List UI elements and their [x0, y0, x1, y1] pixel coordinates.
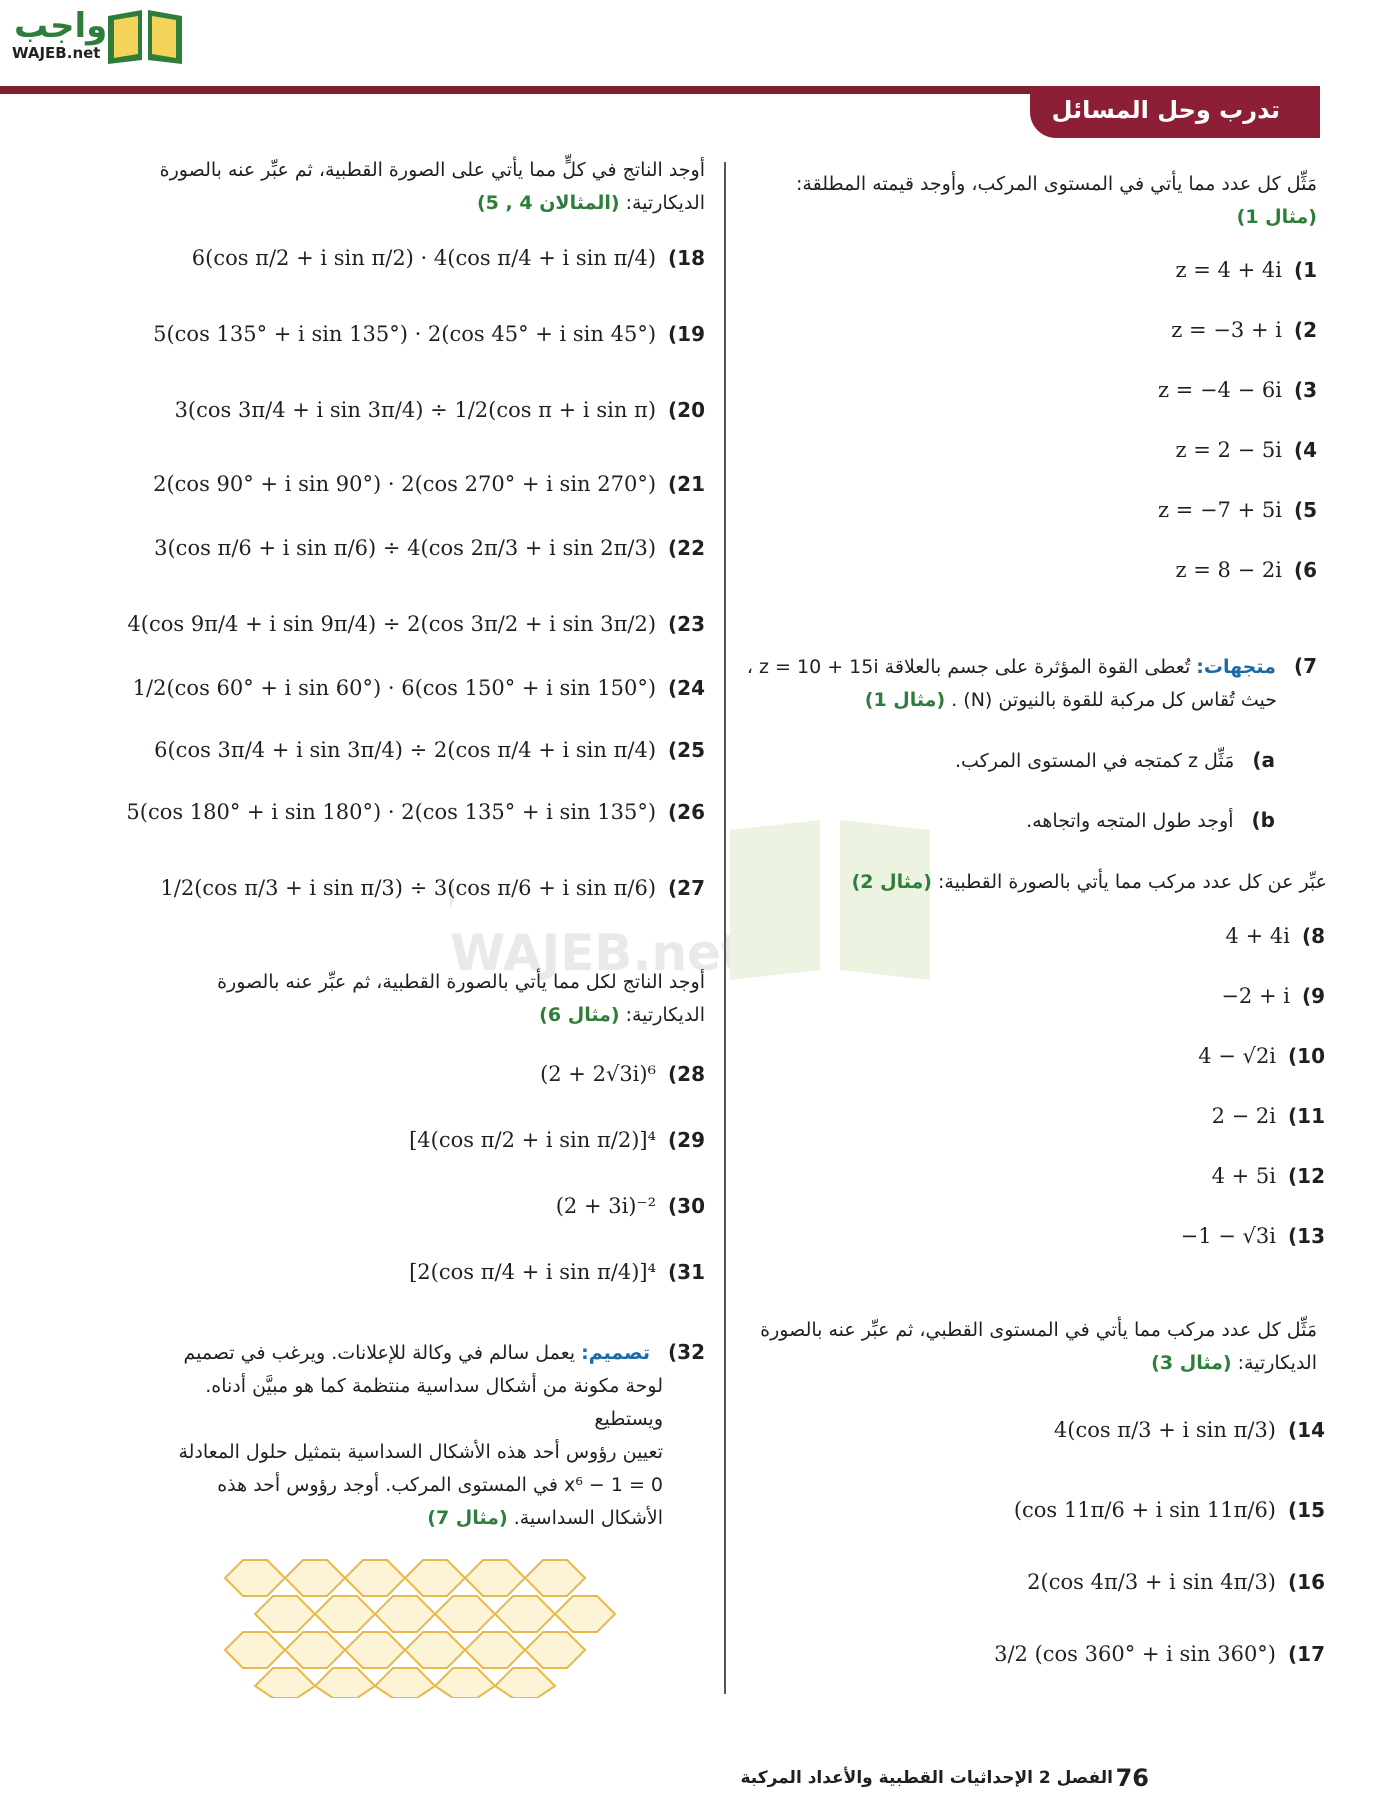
hexagon: [285, 1632, 345, 1668]
question-7b: b) أوجد طول المتجه واتجاهه.: [1026, 808, 1275, 832]
hexagon: [225, 1632, 285, 1668]
hexagon: [525, 1632, 585, 1668]
right-intro-3: مَثِّل كل عدد مركب مما يأتي في المستوى القطبي، ثم عبِّر عنه بالصورة الديكارتية: (مثال 3): [760, 1319, 1317, 1374]
hexagon: [315, 1668, 375, 1698]
list-item: 12) 4 + 5i: [1211, 1164, 1325, 1188]
list-item: 28) (2 + 2√3i)⁶: [540, 1062, 705, 1086]
hexagon: [495, 1668, 555, 1698]
list-item: 3) z = −4 − 6i: [1157, 378, 1317, 402]
hexagon: [345, 1560, 405, 1596]
question-32: 32) تصميم: يعمل سالم في وكالة للإعلانات. ويرغب في تصميم لوحة مكونة من أشكال سداسية منتظمة كما هو مبيَّن أدناه. ويستطيع تعيين رؤوس أحد هذه الأشكال السداسية بتمثيل حلول المعادلة x⁶ − 1 = 0 في المستوى المركب. أوجد رؤوس أحد هذه الأشكال السداسية. (مثال 7): [178, 1340, 705, 1529]
list-item: 9) −2 + i: [1221, 984, 1325, 1008]
list-item: 10) 4 − √2i: [1198, 1044, 1325, 1068]
list-item: 8) 4 + 4i: [1225, 924, 1325, 948]
hexagon: [525, 1560, 585, 1596]
list-item: 31) [2(cos π/4 + i sin π/4)]⁴: [409, 1260, 705, 1284]
page-number: 76: [1115, 1764, 1149, 1792]
list-item: 27) 1/2(cos π/3 + i sin π/3) ÷ 3(cos π/6 + i sin π/6): [160, 876, 705, 900]
list-item: 24) 1/2(cos 60° + i sin 60°) · 6(cos 150° + i sin 150°): [132, 676, 705, 700]
book-logo-icon: [104, 6, 186, 64]
hexagon: [435, 1596, 495, 1632]
list-item: 16) 2(cos 4π/3 + i sin 4π/3): [1027, 1570, 1325, 1594]
hexagon: [255, 1596, 315, 1632]
hexagon: [495, 1596, 555, 1632]
list-item: 18) 6(cos π/2 + i sin π/2) · 4(cos π/4 + i sin π/4): [191, 246, 705, 270]
list-item: 6) z = 8 − 2i: [1175, 558, 1317, 582]
list-item: 20) 3(cos 3π/4 + i sin 3π/4) ÷ 1/2(cos π + i sin π): [174, 398, 705, 422]
hexagon-design-figure: [215, 1548, 625, 1698]
right-intro-2: عبِّر عن كل عدد مركب مما يأتي بالصورة القطبية: (مثال 2): [851, 871, 1327, 893]
list-item: 5) z = −7 + 5i: [1157, 498, 1317, 522]
example-ref: (مثال 1): [1236, 206, 1317, 228]
list-item: 19) 5(cos 135° + i sin 135°) · 2(cos 45° + i sin 45°): [153, 322, 705, 346]
list-item: 22) 3(cos π/6 + i sin π/6) ÷ 4(cos 2π/3 + i sin 2π/3): [154, 536, 705, 560]
chapter-title: الفصل 2 الإحداثيات القطبية والأعداد المركبة: [740, 1768, 1113, 1788]
list-item: 30) (2 + 3i)⁻²: [555, 1194, 705, 1218]
hexagon: [555, 1596, 615, 1632]
list-item: 25) 6(cos 3π/4 + i sin 3π/4) ÷ 2(cos π/4 + i sin π/4): [154, 738, 705, 762]
hexagon: [405, 1632, 465, 1668]
banner-title: تدرب وحل المسائل: [1051, 96, 1280, 124]
hexagon: [345, 1632, 405, 1668]
hexagon: [375, 1596, 435, 1632]
list-item: 13) −1 − √3i: [1180, 1224, 1325, 1248]
list-item: 4) z = 2 − 5i: [1175, 438, 1317, 462]
hexagon: [465, 1560, 525, 1596]
right-intro-1: مَثِّل كل عدد مما يأتي في المستوى المركب، وأوجد قيمته المطلقة: (مثال 1): [796, 173, 1317, 228]
logo-latin: WAJEB.net: [12, 44, 101, 62]
hexagon: [315, 1596, 375, 1632]
list-item: 26) 5(cos 180° + i sin 180°) · 2(cos 135° + i sin 135°): [126, 800, 705, 824]
list-item: 21) 2(cos 90° + i sin 90°) · 2(cos 270° + i sin 270°): [153, 472, 705, 496]
question-7: 7) متجهات: تُعطى القوة المؤثرة على جسم بالعلاقة z = 10 + 15i ، حيث تُقاس كل مركبة للقوة بالنيوتن (N) . (مثال 1): [746, 654, 1317, 711]
hexagon: [225, 1560, 285, 1596]
hexagon: [405, 1560, 465, 1596]
list-item: 17) 3/2 (cos 360° + i sin 360°): [994, 1642, 1325, 1666]
section-banner: [0, 86, 1320, 138]
left-intro-2: أوجد الناتج لكل مما يأتي بالصورة القطبية، ثم عبِّر عنه بالصورة الديكارتية: (مثال 6): [217, 971, 705, 1026]
list-item: 14) 4(cos π/3 + i sin π/3): [1053, 1418, 1325, 1442]
list-item: 1) z = 4 + 4i: [1175, 258, 1317, 282]
hexagon: [465, 1632, 525, 1668]
list-item: 23) 4(cos 9π/4 + i sin 9π/4) ÷ 2(cos 3π/2 + i sin 3π/2): [127, 612, 705, 636]
list-item: 11) 2 − 2i: [1211, 1104, 1325, 1128]
logo-arabic: واجب: [14, 6, 108, 46]
hexagon: [255, 1668, 315, 1698]
hexagon: [285, 1560, 345, 1596]
list-item: 29) [4(cos π/2 + i sin π/2)]⁴: [409, 1128, 705, 1152]
hexagon: [435, 1668, 495, 1698]
list-item: 2) z = −3 + i: [1171, 318, 1317, 342]
hexagon: [375, 1668, 435, 1698]
left-intro-1: أوجد الناتج في كلٍّ مما يأتي على الصورة القطبية، ثم عبِّر عنه بالصورة الديكارتية: (المثالان 4 , 5): [159, 159, 705, 214]
list-item: 15) (cos 11π/6 + i sin 11π/6): [1013, 1498, 1325, 1522]
question-7a: a) مَثِّل z كمتجه في المستوى المركب.: [954, 748, 1275, 772]
watermark-latin: WAJEB.net: [450, 924, 745, 982]
watermark-arabic: [450, 826, 460, 920]
